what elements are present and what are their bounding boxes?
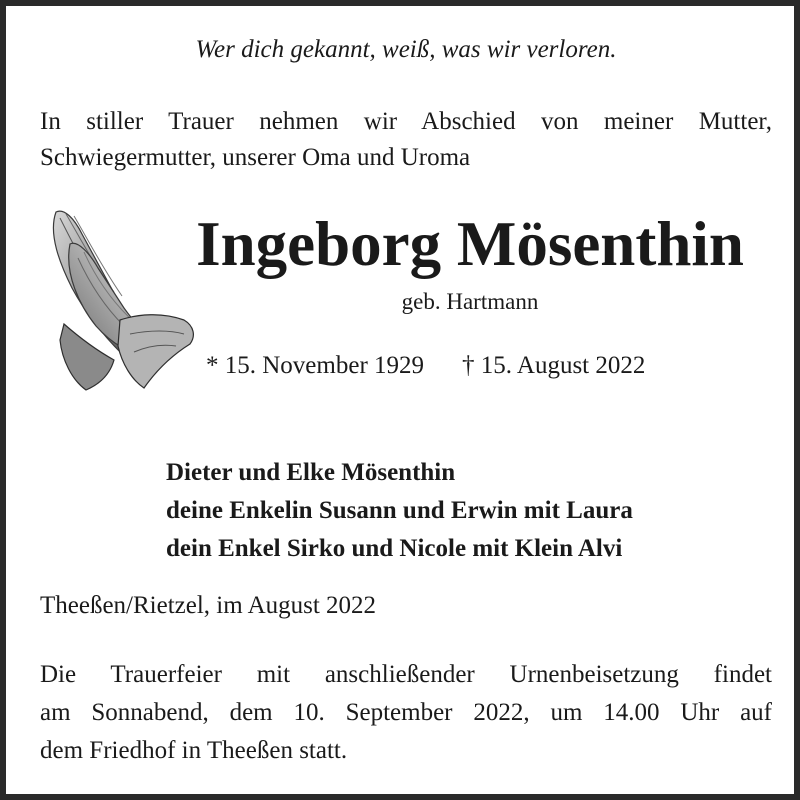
ceremony-line: Die Trauerfeier mit anschließender Urnenbeisetzung findet	[40, 661, 772, 688]
death-date: † 15. August 2022	[462, 352, 646, 379]
intro-line-2: Schwiegermutter, unserer Oma und Uroma	[40, 144, 471, 171]
motto: Wer dich gekannt, weiß, was wir verloren.	[195, 36, 617, 63]
intro-line-1: In stiller Trauer nehmen wir Abschied von meiner Mutter,	[40, 108, 772, 135]
life-dates	[206, 352, 645, 380]
mourner-line: dein Enkel Sirko und Nicole mit Klein Alvi	[166, 535, 623, 562]
ceremony-text	[40, 656, 772, 770]
birth-date: * 15. November 1929	[206, 352, 425, 379]
ceremony-line: am Sonnabend, dem 10. September 2022, um 14.00 Uhr auf	[40, 699, 772, 726]
intro-text	[40, 104, 772, 176]
deceased-name: Ingeborg Mösenthin	[196, 209, 744, 279]
maiden-name: geb. Hartmann	[401, 289, 539, 314]
mourner-line: deine Enkelin Susann und Erwin mit Laura	[166, 497, 633, 524]
mourner-line: Dieter und Elke Mösenthin	[166, 459, 456, 486]
place-and-date: Theeßen/Rietzel, im August 2022	[40, 592, 377, 619]
mourners-list	[166, 454, 633, 568]
ceremony-line: dem Friedhof in Theeßen statt.	[40, 737, 348, 764]
